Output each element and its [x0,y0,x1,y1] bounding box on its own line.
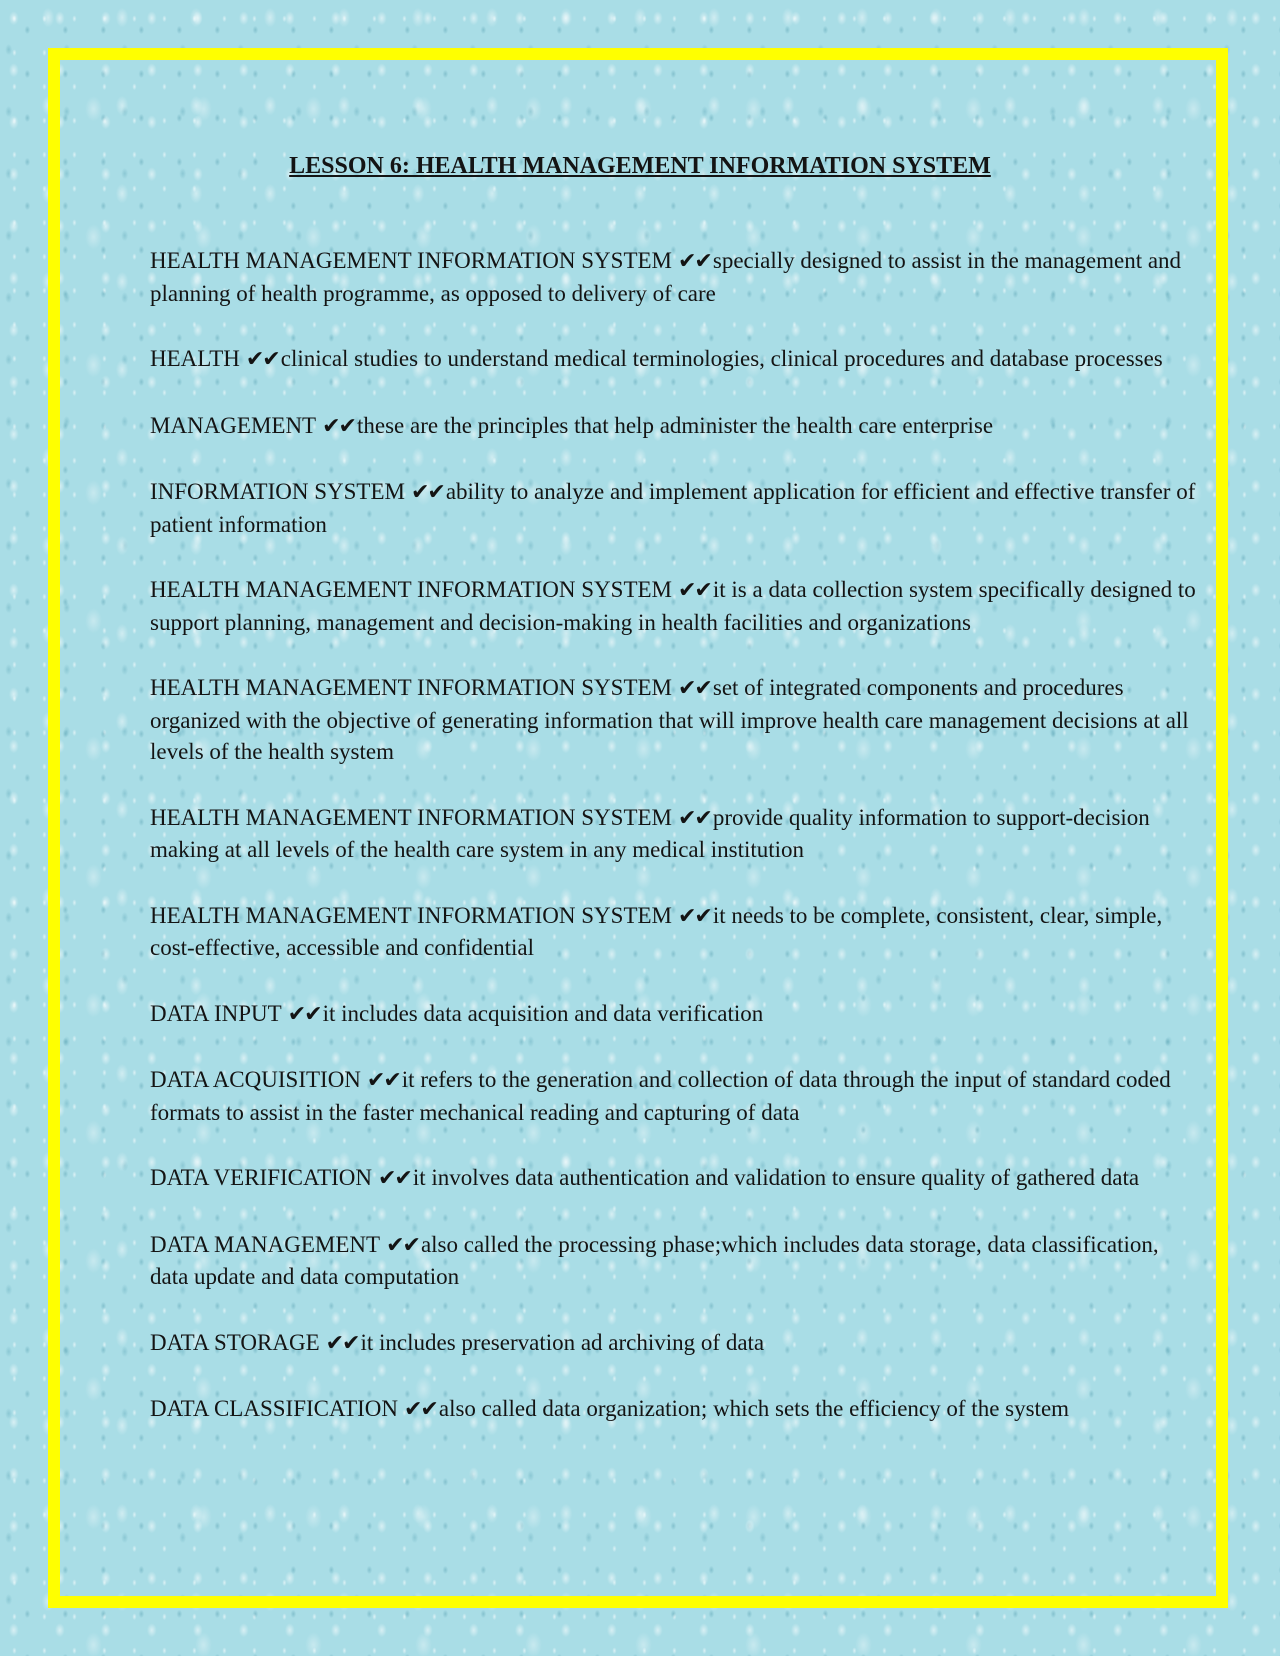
definition-entry [150,1229,1200,1293]
definition-entry [150,900,1200,964]
double-check-icon: ✔✔ [404,1397,437,1422]
entry-definition: these are the principles that help administer the health care enterprise [356,412,994,438]
definition-entry [150,245,1200,309]
double-check-icon: ✔✔ [366,1068,400,1093]
entry-term: HEALTH MANAGEMENT INFORMATION SYSTEM [150,577,672,602]
entry-term: INFORMATION SYSTEM [150,479,405,504]
double-check-icon: ✔✔ [678,249,711,274]
entry-definition: it is a data collection system specifically designed to support planning, management and decision-making in health facilities and organizations [150,577,1196,635]
entry-definition: it involves data authentication and validation to ensure quality of gathered data [412,1165,1140,1190]
double-check-icon: ✔✔ [378,1166,411,1191]
double-check-icon: ✔✔ [287,1001,321,1027]
definition-entry [150,1327,1200,1360]
entry-term: HEALTH [150,346,240,371]
double-check-icon: ✔✔ [678,676,711,701]
entry-definition: it includes data acquisition and data verification [322,1000,764,1026]
entry-term: DATA STORAGE [150,1329,320,1355]
entry-definition: provide quality information to support-decision making at all levels of the health care system in any medical institution [150,804,1150,862]
entry-definition: clinical studies to understand medical terminologies, clinical procedures and database processes [280,346,1163,371]
entry-definition: also called the processing phase;which includes data storage, data classification, data update and data computation [150,1231,1159,1289]
definition-entry [150,802,1200,866]
definition-entry [150,672,1200,768]
double-check-icon: ✔✔ [245,347,279,372]
entry-term: HEALTH MANAGEMENT INFORMATION SYSTEM [150,804,672,830]
definition-entry [150,343,1200,376]
double-check-icon: ✔✔ [678,578,711,603]
definition-entry [150,1393,1200,1426]
entry-definition: also called data organization; which sets the efficiency of the system [438,1396,1070,1421]
entry-term: DATA INPUT [150,1000,282,1026]
entry-term: MANAGEMENT [150,412,317,438]
double-check-icon: ✔✔ [325,1330,359,1356]
entry-definition: set of integrated components and procedures organized with the objective of generating information that will improve health care management decisions at all levels of the health system [150,675,1189,764]
entry-term: DATA MANAGEMENT [150,1231,381,1257]
entry-term: HEALTH MANAGEMENT INFORMATION SYSTEM [150,248,672,273]
definition-entry [150,1064,1200,1128]
double-check-icon: ✔✔ [678,805,711,831]
entry-definition: ability to analyze and implement application for efficient and effective transfer of patient information [150,479,1196,537]
entry-definition: it includes preservation ad archiving of data [360,1329,765,1355]
entry-definition: it refers to the generation and collection of data through the input of standard coded formats to assist in the faster mechanical reading and capturing of data [150,1067,1171,1125]
definition-list [150,245,1200,1460]
entry-term: DATA ACQUISITION [150,1067,361,1092]
entry-term: DATA CLASSIFICATION [150,1396,398,1421]
entry-term: HEALTH MANAGEMENT INFORMATION SYSTEM [150,902,672,928]
lesson-title: LESSON 6: HEALTH MANAGEMENT INFORMATION SYSTEM [289,153,991,179]
entry-definition: it needs to be complete, consistent, clear, simple, cost-effective, accessible and confidential [150,902,1163,960]
definition-entry [150,1162,1200,1195]
entry-term: HEALTH MANAGEMENT INFORMATION SYSTEM [150,675,672,700]
entry-definition: specially designed to assist in the management and planning of health programme, as opposed to delivery of care [150,248,1182,306]
double-check-icon: ✔✔ [410,480,444,505]
double-check-icon: ✔✔ [386,1232,419,1258]
double-check-icon: ✔✔ [322,413,355,439]
double-check-icon: ✔✔ [678,903,711,929]
entry-term: DATA VERIFICATION [150,1165,372,1190]
definition-entry [150,998,1200,1031]
definition-entry [150,574,1200,638]
definition-entry [150,476,1200,540]
definition-entry [150,410,1200,443]
